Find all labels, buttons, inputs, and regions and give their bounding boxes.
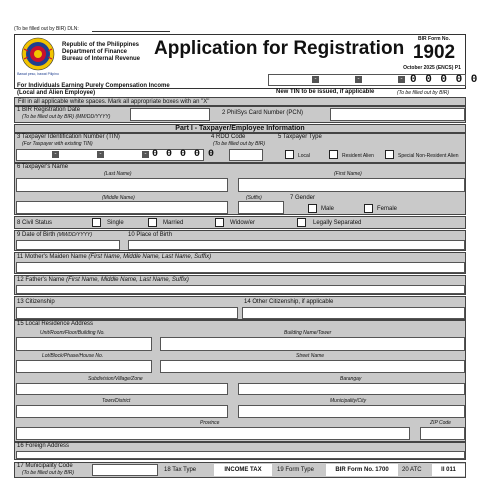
father-name-field[interactable] bbox=[16, 285, 465, 294]
subtitle-1: For Individuals Earning Purely Compensation Income bbox=[17, 83, 170, 89]
widow-label: Widow/er bbox=[230, 220, 256, 226]
special-nonresident-checkbox[interactable] bbox=[385, 150, 394, 159]
bir-seal-icon bbox=[18, 37, 58, 73]
f12-note: (First Name, Middle Name, Last Name, Suffix) bbox=[66, 277, 189, 283]
dln-field[interactable] bbox=[92, 31, 170, 32]
citizenship-field[interactable] bbox=[16, 307, 238, 319]
tin-zeros: 0 0 0 0 0 bbox=[152, 149, 216, 160]
unit-field[interactable] bbox=[16, 337, 152, 351]
instruction-bar bbox=[14, 97, 466, 106]
tax-type-value: INCOME TAX bbox=[214, 464, 272, 476]
f9-label bbox=[17, 232, 92, 239]
middle-name-caption: (Middle Name) bbox=[102, 195, 135, 201]
male-label: Male bbox=[321, 206, 335, 212]
suffix-caption: (Suffix) bbox=[246, 195, 262, 201]
single-label: Single bbox=[107, 220, 124, 226]
lot-caption: Lot/Block/Phase/House No. bbox=[42, 353, 104, 359]
f4-note: (To be filled out by BIR) bbox=[213, 141, 266, 147]
separated-checkbox[interactable] bbox=[297, 218, 306, 227]
f11-label bbox=[17, 254, 211, 261]
separated-label: Legally Separated bbox=[313, 220, 362, 226]
f1-label: 1 BIR Registration Date bbox=[17, 107, 81, 113]
first-name-field[interactable] bbox=[238, 178, 465, 192]
special-nonresident-label: Special Non-Resident Alien bbox=[398, 153, 459, 159]
building-field[interactable] bbox=[160, 337, 465, 351]
dln-label: (To be filled out by BIR) DLN: bbox=[14, 26, 79, 32]
tin-dash-3: - bbox=[398, 76, 405, 83]
subdivision-caption: Subdivision/Village/Zone bbox=[88, 376, 143, 382]
resident-alien-checkbox[interactable] bbox=[329, 150, 338, 159]
f20-label: 20 ATC bbox=[402, 467, 422, 473]
f12-label-text: 12 Father's Name bbox=[17, 277, 65, 283]
unit-caption: Unit/Room/Floor/Building No. bbox=[40, 330, 105, 336]
female-checkbox[interactable] bbox=[364, 204, 373, 213]
new-tin-note: (To be filled out by BIR) bbox=[397, 90, 450, 96]
single-checkbox[interactable] bbox=[92, 218, 101, 227]
male-checkbox[interactable] bbox=[308, 204, 317, 213]
f9-label-text: 9 Date of Birth bbox=[17, 232, 56, 238]
middle-name-field[interactable] bbox=[16, 201, 228, 214]
f13-label: 13 Citizenship bbox=[17, 299, 55, 305]
foreign-address-field[interactable] bbox=[16, 451, 465, 459]
mother-maiden-name-field[interactable] bbox=[16, 262, 465, 273]
f14-label: 14 Other Citizenship, if applicable bbox=[244, 299, 334, 305]
subdivision-field[interactable] bbox=[16, 383, 228, 395]
department-text: Department of Finance bbox=[62, 49, 128, 55]
local-label: Local bbox=[298, 153, 310, 159]
f3-label: 3 Taxpayer Identification Number (TIN) bbox=[17, 134, 120, 140]
last-name-caption: (Last Name) bbox=[104, 171, 132, 177]
instruction-text: Fill in all applicable white spaces. Mark all appropriate boxes with an "X" bbox=[18, 99, 210, 105]
f7-label: 7 Gender bbox=[290, 195, 316, 201]
zip-code-field[interactable] bbox=[420, 427, 465, 440]
f3-note: (For Taxpayer with existing TIN) bbox=[22, 141, 93, 147]
f8-label: 8 Civil Status bbox=[17, 220, 53, 226]
bureau-text: Bureau of Internal Revenue bbox=[62, 56, 141, 62]
province-field[interactable] bbox=[16, 427, 410, 440]
tin-dash-2: - bbox=[355, 76, 362, 83]
date-of-birth-field[interactable] bbox=[16, 240, 120, 250]
seal-caption: Bawat peso, bawat Pilipino bbox=[17, 72, 59, 76]
barangay-caption: Barangay bbox=[340, 376, 362, 382]
municipality-field[interactable] bbox=[238, 405, 465, 418]
f17-label: 17 Municipality Code bbox=[17, 463, 73, 469]
f3-dash-3: - bbox=[142, 151, 149, 158]
new-tin-zeros: 0 0 0 0 0 bbox=[410, 74, 479, 86]
town-caption: Town/District bbox=[102, 398, 131, 404]
f1-note: (To be filled out by BIR) (MM/DD/YYYY) bbox=[22, 114, 111, 120]
form-title: Application for Registration bbox=[154, 38, 405, 59]
f5-label: 5 Taxpayer Type bbox=[278, 134, 322, 140]
f16-label: 16 Foreign Address bbox=[17, 443, 70, 449]
f11-label-text: 11 Mother's Maiden Name bbox=[17, 254, 87, 260]
f12-label bbox=[17, 277, 189, 284]
suffix-field[interactable] bbox=[238, 201, 284, 214]
form-edition: October 2025 (ENCS) P1 bbox=[403, 65, 461, 71]
f18-label: 18 Tax Type bbox=[164, 467, 197, 473]
f6-label: 6 Taxpayer's Name bbox=[17, 164, 69, 170]
f4-label: 4 RDO Code bbox=[211, 134, 246, 140]
first-name-caption: (First Name) bbox=[334, 171, 362, 177]
municipality-code-field[interactable] bbox=[92, 464, 158, 476]
pcn-field[interactable] bbox=[330, 108, 465, 121]
f9-note: (MM/DD/YYYY) bbox=[57, 232, 93, 238]
tin-dash-1: - bbox=[312, 76, 319, 83]
married-label: Married bbox=[163, 220, 184, 226]
zip-caption: ZIP Code bbox=[430, 420, 451, 426]
other-citizenship-field[interactable] bbox=[242, 307, 465, 319]
widow-checkbox[interactable] bbox=[215, 218, 224, 227]
form-type-value: BIR Form No. 1700 bbox=[326, 464, 398, 476]
building-caption: Building Name/Tower bbox=[284, 330, 332, 336]
f3-dash-1: - bbox=[52, 151, 59, 158]
resident-alien-label: Resident Alien bbox=[342, 153, 374, 159]
f2-label: 2 PhilSys Card Number (PCN) bbox=[222, 110, 304, 116]
registration-date-field[interactable] bbox=[130, 108, 210, 121]
f11-note: (First Name, Middle Name, Last Name, Suffix) bbox=[88, 254, 212, 260]
f15-label: 15 Local Residence Address bbox=[17, 321, 94, 327]
f3-dash-2: - bbox=[97, 151, 104, 158]
municipality-caption: Municipality/City bbox=[330, 398, 367, 404]
form-number: 1902 bbox=[412, 42, 456, 63]
place-of-birth-field[interactable] bbox=[128, 240, 465, 250]
female-label: Female bbox=[377, 206, 398, 212]
f17-note: (To be filled out by BIR) bbox=[22, 470, 75, 476]
street-field[interactable] bbox=[160, 360, 465, 373]
form-no-label: BIR Form No. bbox=[418, 36, 450, 42]
married-checkbox[interactable] bbox=[148, 218, 157, 227]
atc-value: II 011 bbox=[432, 464, 465, 476]
barangay-field[interactable] bbox=[238, 383, 465, 395]
local-checkbox[interactable] bbox=[285, 150, 294, 159]
new-tin-label: New TIN to be issued, if applicable bbox=[276, 89, 375, 95]
street-caption: Street Name bbox=[296, 353, 325, 359]
province-caption: Province bbox=[200, 420, 220, 426]
part-1-heading: Part I - Taxpayer/Employee Information bbox=[14, 124, 466, 133]
f10-label: 10 Place of Birth bbox=[128, 232, 173, 238]
last-name-field[interactable] bbox=[16, 178, 228, 192]
subtitle-2: (Local and Alien Employee) bbox=[17, 90, 96, 96]
f19-label: 19 Form Type bbox=[277, 467, 314, 473]
rdo-code-field[interactable] bbox=[229, 149, 263, 161]
lot-field[interactable] bbox=[16, 360, 152, 373]
town-field[interactable] bbox=[16, 405, 228, 418]
republic-text: Republic of the Philippines bbox=[62, 42, 140, 48]
